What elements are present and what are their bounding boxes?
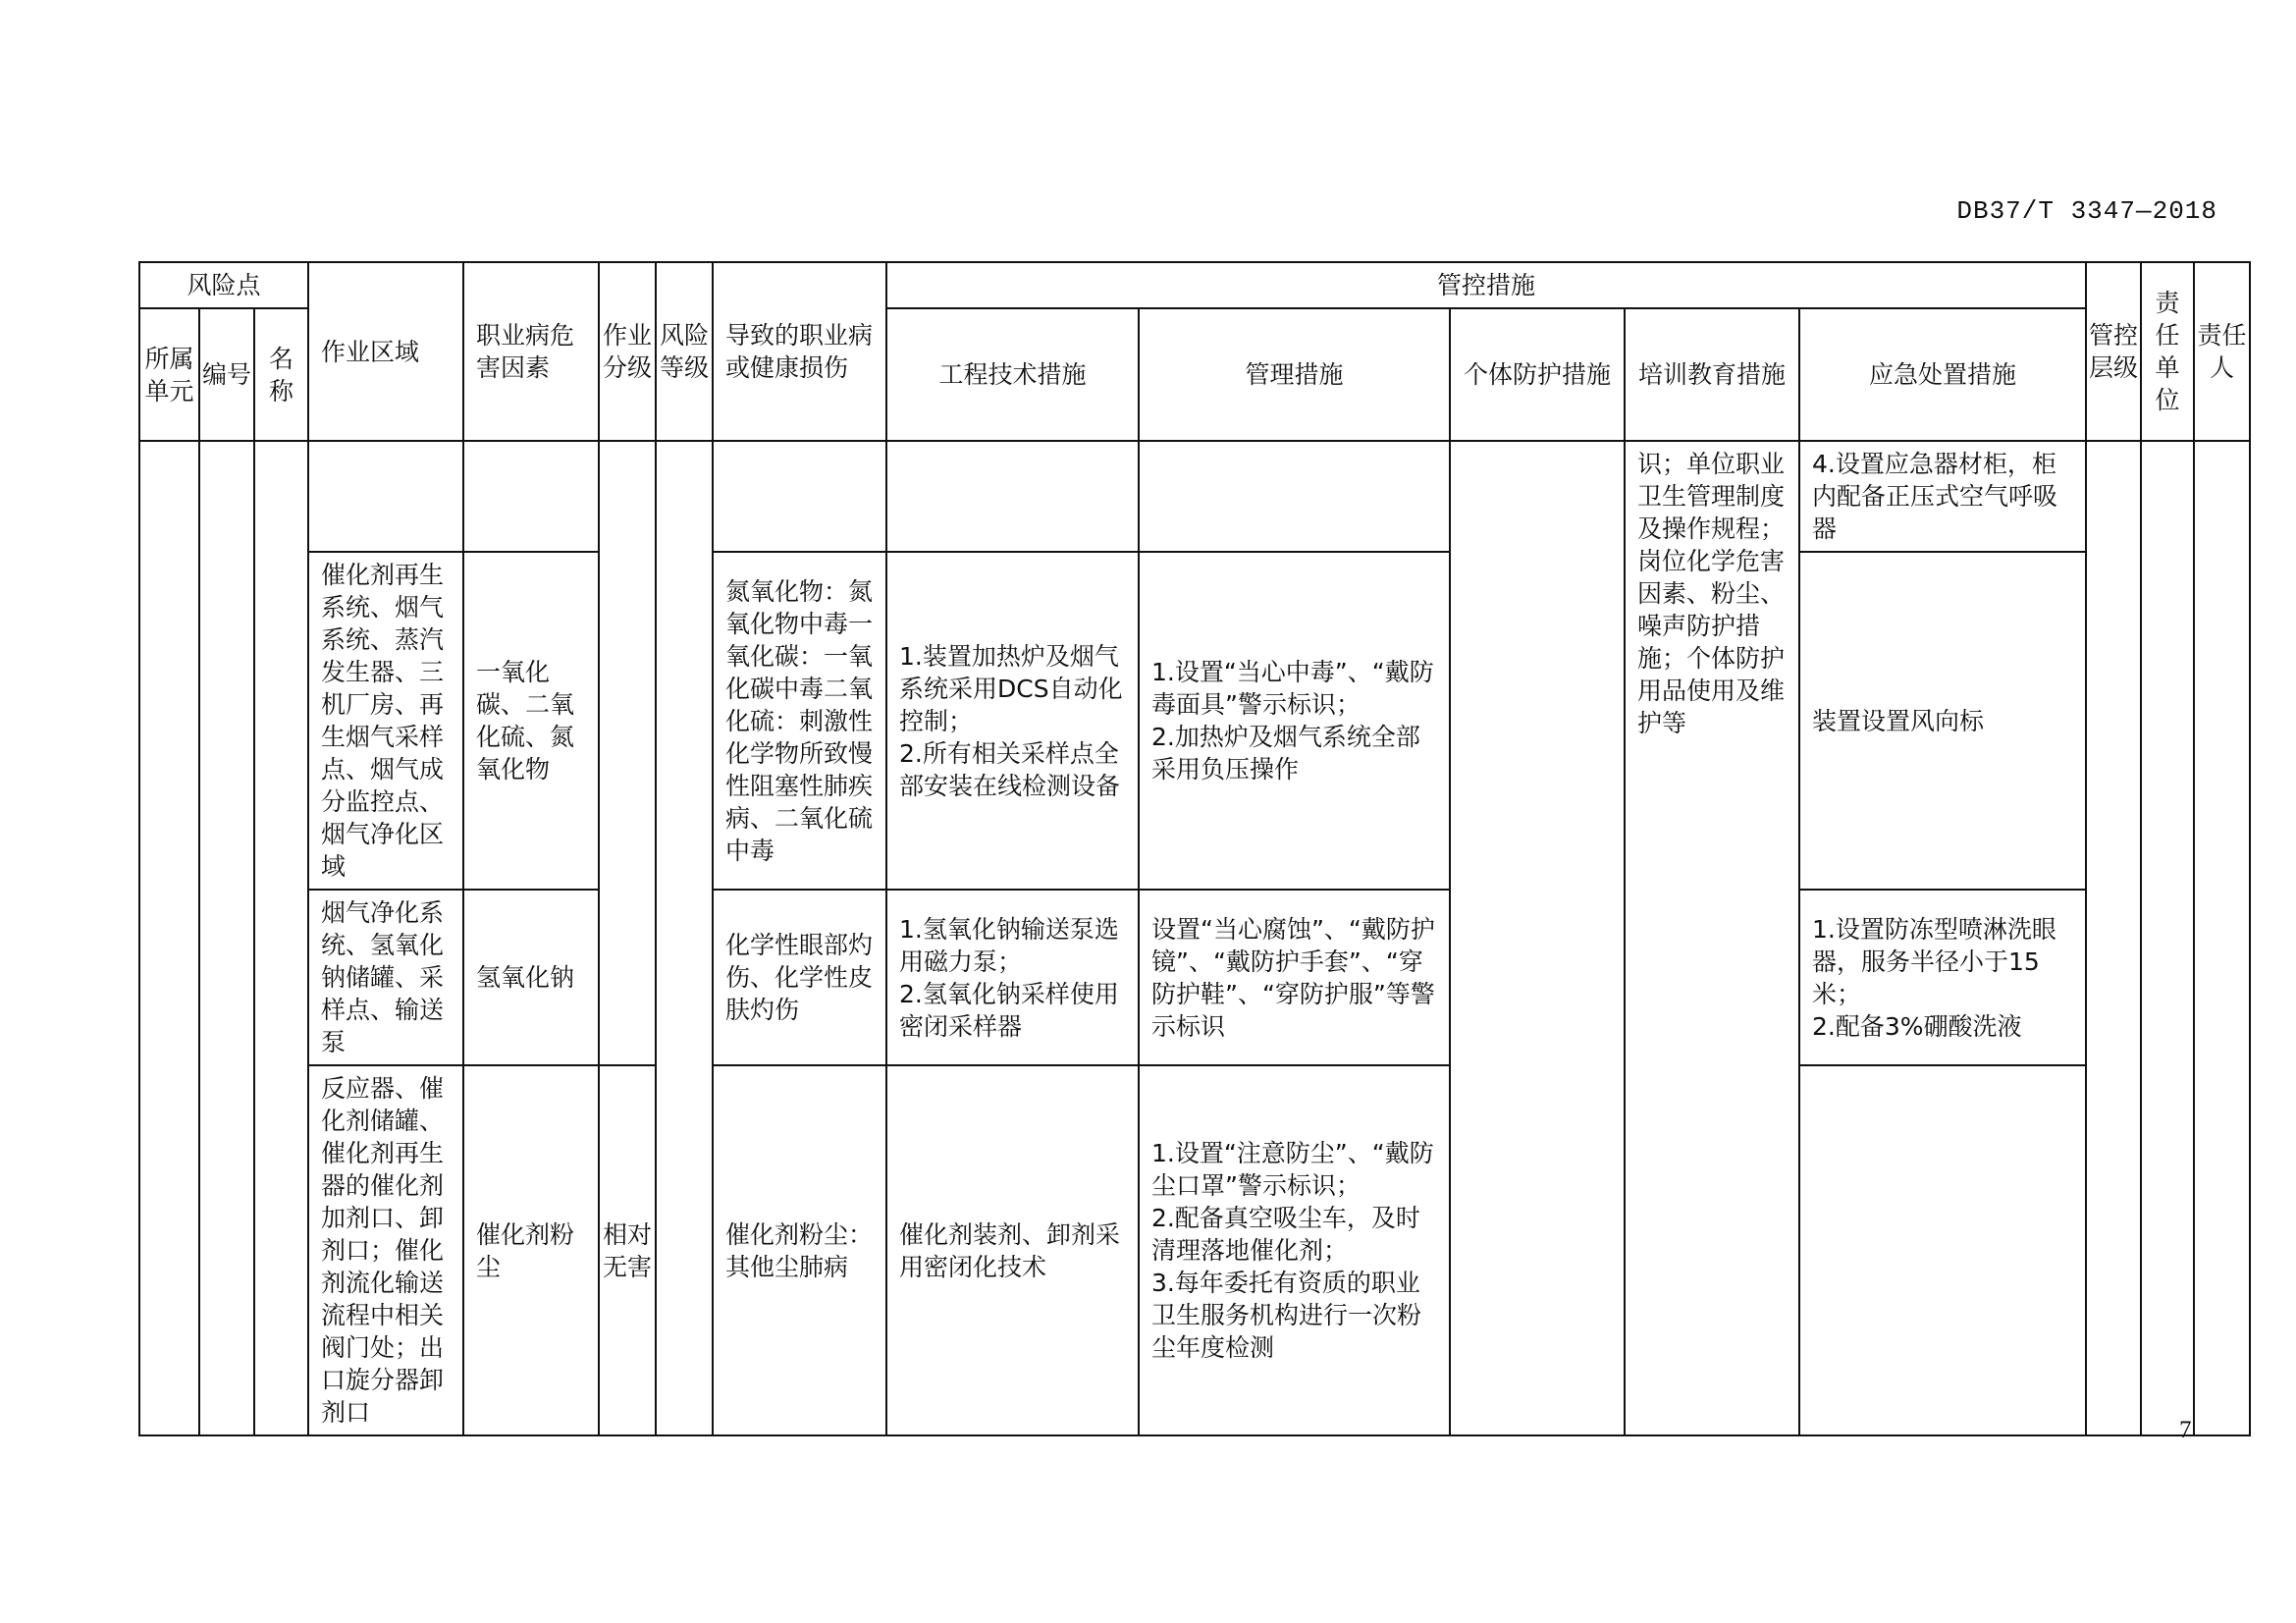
cell-management: 1.设置“注意防尘”、“戴防尘口罩”警示标识； 2.配备真空吸尘车，及时清理落地催化剂； 3.每年委托有资质的职业卫生服务机构进行一次粉尘年度检测 (1139, 1065, 1450, 1435)
cell-control-level (2086, 441, 2141, 1435)
cell-emergency: 4.设置应急器材柜，柜内配备正压式空气呼吸器 (1799, 441, 2086, 552)
cell-work-grade (599, 441, 656, 1065)
cell-disease: 催化剂粉尘：其他尘肺病 (713, 1065, 886, 1435)
header-emergency: 应急处置措施 (1799, 308, 2086, 441)
header-row-1 (139, 262, 2250, 308)
cell-responsible-person (2194, 441, 2250, 1435)
cell-unit (139, 441, 199, 1435)
cell-hazard: 催化剂粉尘 (463, 1065, 599, 1435)
document-code: DB37/T 3347—2018 (1956, 196, 2217, 226)
header-engineering: 工程技术措施 (886, 308, 1139, 441)
table-row (139, 890, 2250, 1065)
table-row (139, 1065, 2250, 1435)
cell-work-area: 烟气净化系统、氢氧化钠储罐、采样点、输送泵 (308, 890, 463, 1065)
cell-work-area: 催化剂再生系统、烟气系统、蒸汽发生器、三机厂房、再生烟气采样点、烟气成分监控点、烟气净化区域 (308, 552, 463, 890)
header-disease: 导致的职业病或健康损伤 (713, 262, 886, 441)
risk-control-table (138, 261, 2251, 1436)
cell-number (199, 441, 254, 1435)
cell-work-grade: 相对无害 (599, 1065, 656, 1435)
header-name: 名称 (254, 308, 308, 441)
header-management: 管理措施 (1139, 308, 1450, 441)
header-responsible-person: 责任人 (2194, 262, 2250, 441)
header-risk-point: 风险点 (139, 262, 308, 308)
table-row (139, 441, 2250, 552)
cell-training: 识；单位职业卫生管理制度及操作规程；岗位化学危害因素、粉尘、噪声防护措施；个体防护用品使用及维护等 (1625, 441, 1799, 1435)
cell-emergency: 1.设置防冻型喷淋洗眼器，服务半径小于15米； 2.配备3%硼酸洗液 (1799, 890, 2086, 1065)
header-hazard: 职业病危害因素 (463, 262, 599, 441)
cell-engineering: 1.装置加热炉及烟气系统采用DCS自动化控制； 2.所有相关采样点全部安装在线检测设备 (886, 552, 1139, 890)
cell-hazard: 氢氧化钠 (463, 890, 599, 1065)
header-control-measures: 管控措施 (886, 262, 2086, 308)
cell-name (254, 441, 308, 1435)
table-row (139, 552, 2250, 890)
header-number: 编号 (199, 308, 254, 441)
cell-emergency (1799, 1065, 2086, 1435)
header-unit: 所属单元 (139, 308, 199, 441)
cell-emergency: 装置设置风向标 (1799, 552, 2086, 890)
cell-engineering (886, 441, 1139, 552)
header-responsible-unit: 责任单位 (2141, 262, 2194, 441)
header-work-grade: 作业分级 (599, 262, 656, 441)
header-risk-grade: 风险等级 (656, 262, 713, 441)
cell-work-area (308, 441, 463, 552)
cell-responsible-unit (2141, 441, 2194, 1435)
cell-risk-grade (656, 441, 713, 1435)
header-personal: 个体防护措施 (1450, 308, 1625, 441)
cell-personal (1450, 441, 1625, 1435)
cell-disease (713, 441, 886, 552)
cell-disease: 氮氧化物：氮氧化物中毒一氧化碳：一氧化碳中毒二氧化硫：刺激性化学物所致慢性阻塞性肺疾病、二氧化硫中毒 (713, 552, 886, 890)
cell-management: 设置“当心腐蚀”、“戴防护镜”、“戴防护手套”、“穿防护鞋”、“穿防护服”等警示标识 (1139, 890, 1450, 1065)
header-control-level: 管控层级 (2086, 262, 2141, 441)
cell-engineering: 催化剂装剂、卸剂采用密闭化技术 (886, 1065, 1139, 1435)
cell-work-area: 反应器、催化剂储罐、催化剂再生器的催化剂加剂口、卸剂口；催化剂流化输送流程中相关阀门处；出口旋分器卸剂口 (308, 1065, 463, 1435)
page-number: 7 (2179, 1417, 2192, 1443)
cell-hazard: 一氧化碳、二氧化硫、氮氧化物 (463, 552, 599, 890)
cell-engineering: 1.氢氧化钠输送泵选用磁力泵； 2.氢氧化钠采样使用密闭采样器 (886, 890, 1139, 1065)
cell-disease: 化学性眼部灼伤、化学性皮肤灼伤 (713, 890, 886, 1065)
cell-hazard (463, 441, 599, 552)
cell-management: 1.设置“当心中毒”、“戴防毒面具”警示标识； 2.加热炉及烟气系统全部采用负压操作 (1139, 552, 1450, 890)
header-work-area: 作业区域 (308, 262, 463, 441)
header-training: 培训教育措施 (1625, 308, 1799, 441)
cell-management (1139, 441, 1450, 552)
